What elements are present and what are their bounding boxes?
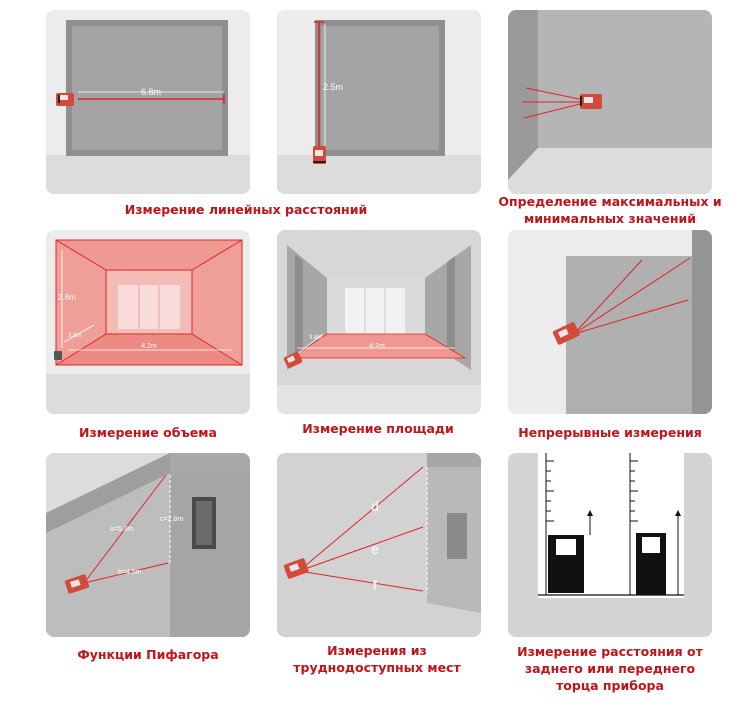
linear-horizontal-illustration: [46, 10, 250, 194]
caption-continuous: Непрерывные измерения: [518, 425, 702, 440]
reference-edge-illustration: [508, 453, 712, 637]
panel-7-label-c: c=2.8m: [160, 516, 184, 523]
continuous-illustration: [508, 230, 712, 414]
panel-reference-edge: [508, 453, 712, 637]
panel-hard-to-reach: [277, 453, 481, 637]
laser-rangefinder-icon: [580, 94, 602, 109]
volume-illustration: [46, 230, 250, 414]
pythagoras-illustration: [46, 453, 250, 637]
panel-pythagoras: [46, 453, 250, 637]
panel-linear-horizontal: [46, 10, 250, 194]
panel-min-max: [508, 10, 712, 194]
panel-7-label-b: b=4.5m: [118, 569, 142, 576]
panel-area: [277, 230, 481, 414]
laser-rangefinder-icon: [313, 146, 326, 164]
panel-2-label: 2.5m: [323, 82, 344, 92]
panel-5-label-width: 4.2m: [369, 343, 385, 350]
hard-to-reach-illustration: [277, 453, 481, 637]
area-illustration: [277, 230, 481, 414]
panel-linear-vertical: [277, 10, 481, 194]
caption-pythagoras: Функции Пифагора: [77, 647, 219, 662]
min-max-illustration: [508, 10, 712, 194]
panel-volume: [46, 230, 250, 414]
caption-area: Измерение площади: [302, 421, 454, 436]
panel-5-label-depth: 3.8m: [309, 335, 323, 341]
caption-volume: Измерение объема: [79, 425, 217, 440]
panel-8-label-d: d: [371, 498, 379, 514]
panel-1-label: 6.8m: [140, 87, 162, 97]
caption-min-max-values: Определение максимальных и минимальных значений: [498, 194, 722, 226]
linear-vertical-illustration: [277, 10, 481, 194]
caption-hard-to-reach: Измерения из труднодоступных мест: [293, 643, 461, 675]
panel-8-label-f: f: [373, 577, 377, 593]
laser-rangefinder-icon: [54, 351, 62, 360]
panel-7-label-a: a=5.3m: [110, 526, 134, 533]
caption-reference-edge: Измерение расстояния от заднего или переднего торца прибора: [517, 644, 703, 693]
panel-4-label-depth: 3.8m: [68, 333, 82, 339]
panel-continuous: [508, 230, 712, 414]
panel-4-label-height: 2.8m: [58, 293, 76, 302]
panel-4-label-width: 4.2m: [141, 343, 157, 350]
caption-linear-distances: Измерение линейных расстояний: [124, 202, 368, 217]
panel-8-label-e: e: [371, 541, 379, 557]
laser-rangefinder-icon: [56, 93, 74, 106]
